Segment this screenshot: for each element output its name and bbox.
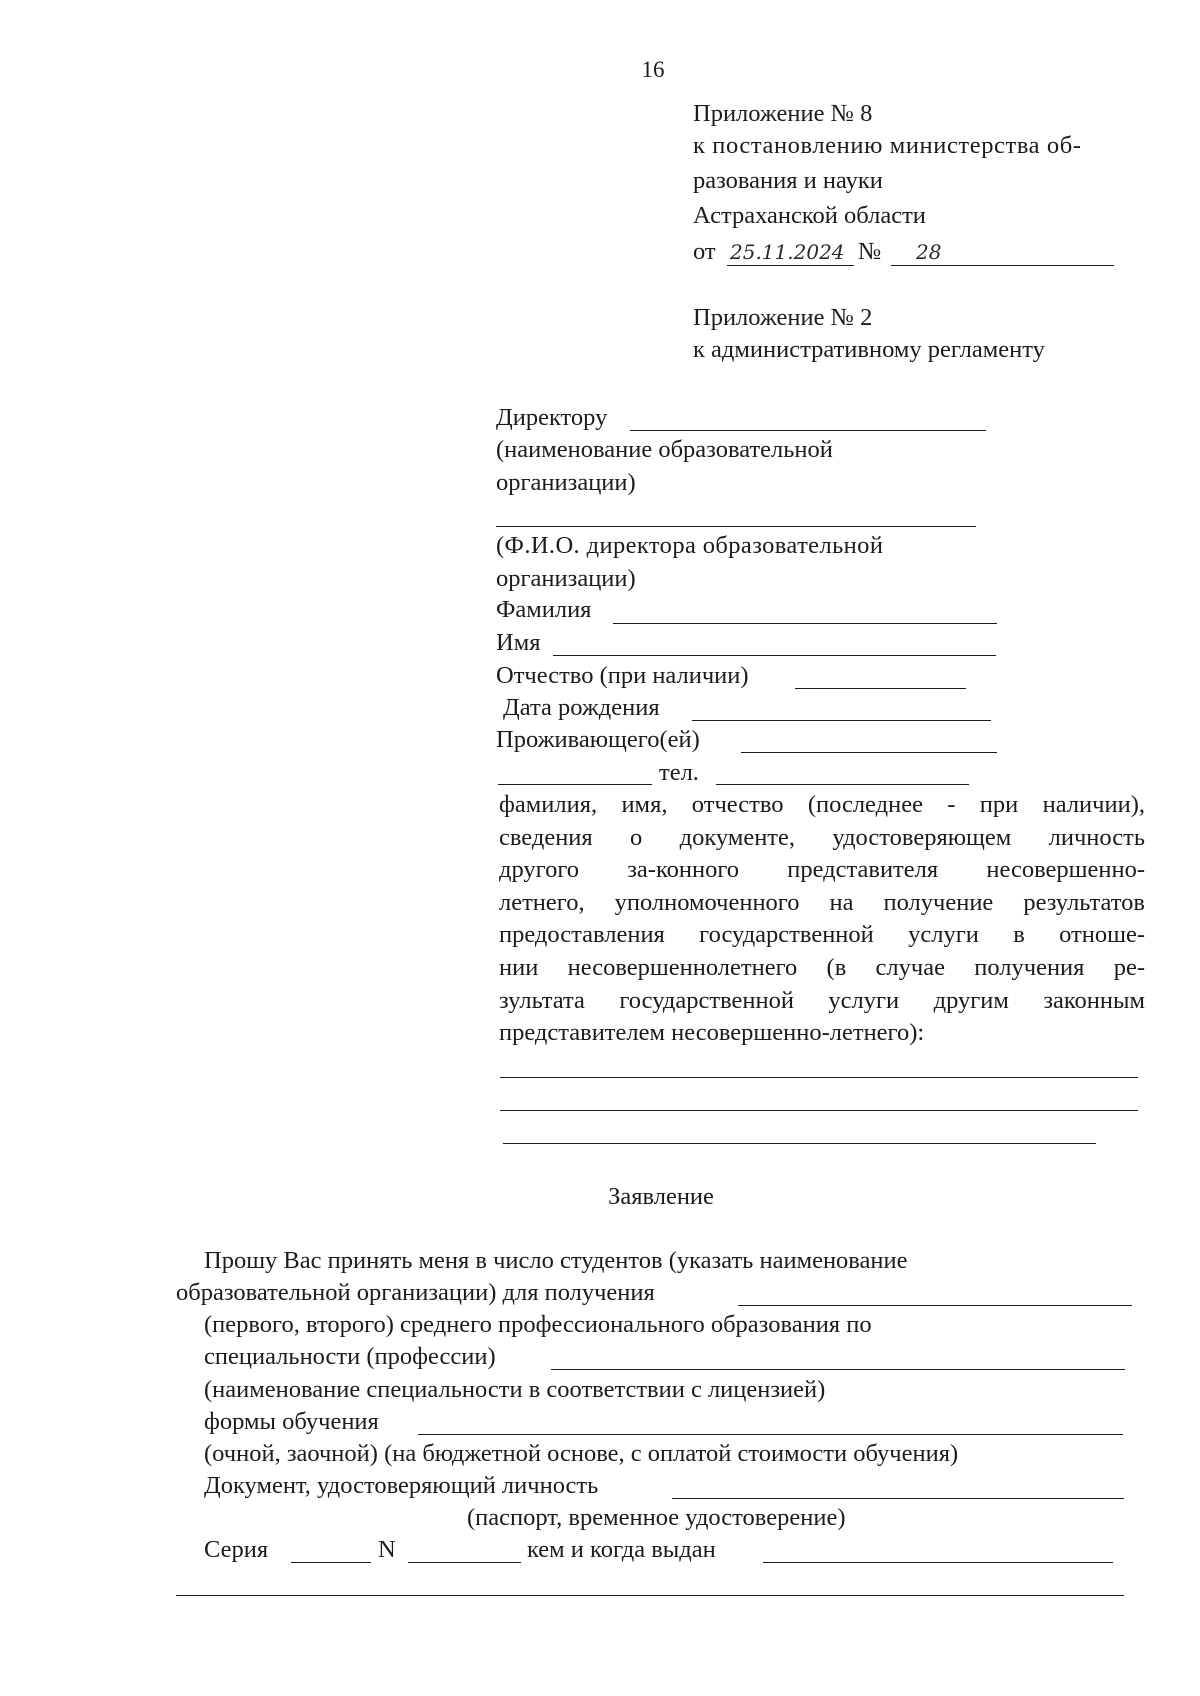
patronymic-field[interactable]	[795, 688, 966, 689]
issued-by-field[interactable]	[763, 1562, 1113, 1563]
appendix-2-title: Приложение № 2	[693, 304, 873, 331]
number-label: N	[378, 1536, 396, 1563]
issued-by-continuation-field[interactable]	[176, 1595, 1124, 1596]
rep-blank-line-1[interactable]	[500, 1077, 1138, 1078]
request-line-2: образовательной организации) для получения	[176, 1279, 655, 1306]
surname-field[interactable]	[613, 623, 997, 624]
passport-number-field[interactable]	[408, 1562, 521, 1563]
org-hint-1: (наименование образовательной	[496, 436, 833, 463]
rep-text-line: сведения о документе, удостоверяющем личность	[499, 823, 1145, 851]
appendix-8-line4: Астраханской области	[693, 202, 926, 229]
appendix-2-line2: к административному регламенту	[693, 336, 1045, 363]
education-level-field[interactable]	[738, 1305, 1132, 1306]
residing-label: Проживающего(ей)	[496, 726, 700, 753]
rep-text-line: предоставления государственной услуги в отноше-	[499, 921, 1145, 949]
appendix-8-line2: к постановлению министерства об-	[693, 132, 1082, 159]
education-level-hint: (первого, второго) среднего профессионального образования по	[204, 1311, 872, 1338]
page-number: 16	[641, 57, 665, 82]
address-cont-field[interactable]	[498, 784, 652, 785]
issued-label: кем и когда выдан	[527, 1536, 716, 1563]
fio-hint-2: организации)	[496, 565, 636, 592]
number-sign: №	[858, 238, 882, 265]
specialty-label: специальности (профессии)	[204, 1343, 496, 1370]
date-prefix: от	[693, 238, 716, 265]
id-document-label: Документ, удостоверяющий личность	[204, 1472, 599, 1499]
id-document-field[interactable]	[672, 1498, 1124, 1499]
study-form-label: формы обучения	[204, 1408, 379, 1435]
specialty-field[interactable]	[551, 1369, 1125, 1370]
representative-text	[499, 789, 1145, 1050]
handwritten-number: 28	[916, 240, 942, 264]
name-label: Имя	[496, 629, 541, 656]
rep-text-line: другого за-конного представителя несовершенно-	[499, 856, 1145, 884]
rep-text-line: нии несовершеннолетнего (в случае получения ре-	[499, 953, 1145, 981]
rep-blank-line-2[interactable]	[500, 1110, 1138, 1111]
id-document-hint: (паспорт, временное удостоверение)	[467, 1504, 846, 1531]
rep-text-line: представителем несовершенно-летнего):	[499, 1019, 925, 1047]
residing-field[interactable]	[741, 752, 997, 753]
director-label: Директору	[496, 404, 608, 431]
handwritten-date: 25.11.2024	[730, 240, 845, 264]
rep-blank-line-3[interactable]	[503, 1143, 1096, 1144]
patronymic-label: Отчество (при наличии)	[496, 662, 749, 689]
phone-label: тел.	[659, 759, 699, 786]
rep-text-line: зультата государственной услуги другим законным	[499, 986, 1145, 1014]
rep-text-line: фамилия, имя, отчество (последнее - при наличии),	[499, 791, 1145, 818]
study-form-hint: (очной, заочной) (на бюджетной основе, с оплатой стоимости обучения)	[204, 1440, 959, 1467]
document-title: Заявление	[608, 1183, 714, 1210]
request-line-1: Прошу Вас принять меня в число студентов (указать наименование	[204, 1247, 908, 1274]
rep-text-line: летнего, уполномоченного на получение результатов	[499, 888, 1145, 916]
specialty-hint: (наименование специальности в соответствии с лицензией)	[204, 1376, 826, 1403]
appendix-8-title: Приложение № 8	[693, 100, 873, 127]
birthdate-label: Дата рождения	[503, 694, 660, 721]
fio-hint-1: (Ф.И.О. директора образовательной	[496, 532, 884, 559]
name-field[interactable]	[553, 655, 996, 656]
series-field[interactable]	[291, 1562, 371, 1563]
org-hint-2: организации)	[496, 469, 636, 496]
director-blank[interactable]	[630, 430, 986, 431]
director-fio-blank[interactable]	[496, 526, 976, 527]
surname-label: Фамилия	[496, 596, 592, 623]
phone-field[interactable]	[716, 784, 969, 785]
study-form-field[interactable]	[418, 1434, 1123, 1435]
birthdate-field[interactable]	[692, 720, 991, 721]
series-label: Серия	[204, 1536, 269, 1563]
appendix-8-line3: разования и науки	[693, 167, 883, 194]
